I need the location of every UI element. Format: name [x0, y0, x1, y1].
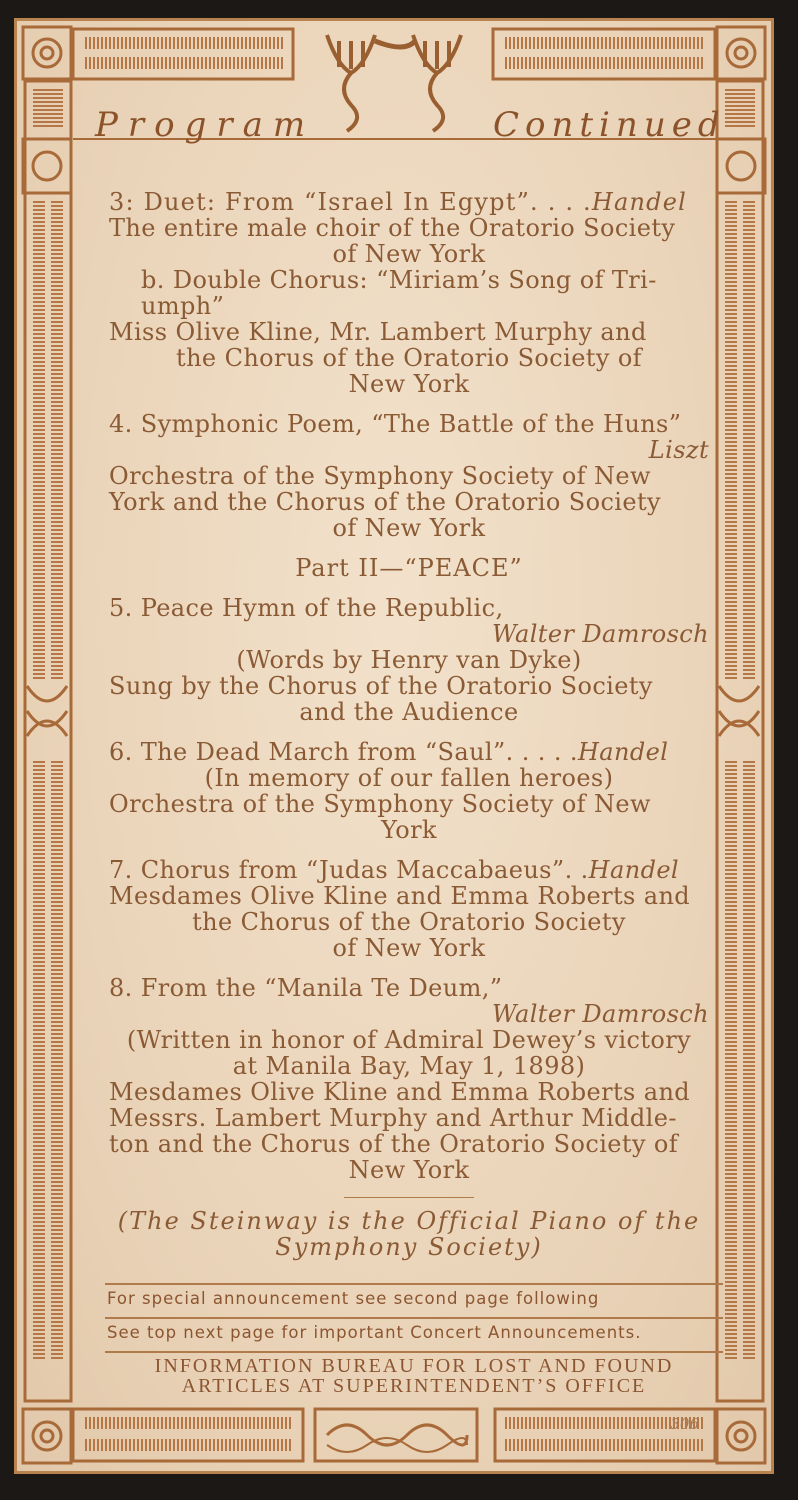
composer: Walter Damrosch — [492, 620, 709, 648]
composer: Liszt — [648, 436, 709, 464]
top-left-band — [73, 29, 293, 79]
info-bureau-line1: INFORMATION BUREAU FOR LOST AND FOUND — [154, 1355, 674, 1377]
divider — [344, 1197, 474, 1198]
item-3: 3: Duet: From “Israel In Egypt”. . . .Handel The entire male choir of the Oratorio Society of New York b. Double Chorus: “Miriam’s Song of Tri- umph” Miss Olive Kline, Mr. Lambert Murphy and the Chorus of the Oratorio Society of New York — [109, 188, 687, 398]
lyre-icon — [327, 35, 461, 131]
header-continued: Continued — [493, 105, 726, 145]
top-right-band — [493, 29, 715, 79]
header-program: Program — [95, 105, 316, 145]
item-6: 6. The Dead March from “Saul”. . . . .Handel (In memory of our fallen heroes) Orchestra of the Symphony Society of New York — [109, 738, 669, 844]
item-5: 5. Peace Hymn of the Republic, Walter Damrosch (Words by Henry van Dyke) Sung by the Chorus of the Oratorio Society and the Audience — [109, 594, 709, 726]
composer: Handel — [588, 856, 680, 884]
item-4: 4. Symphonic Poem, “The Battle of the Huns” Liszt Orchestra of the Symphony Society of New York and the Chorus of the Oratorio Society of New York — [109, 410, 709, 542]
part-heading: Part II—“PEACE” — [295, 554, 523, 582]
item-8: 8. From the “Manila Te Deum,” Walter Damrosch (Written in honor of Admiral Dewey’s victory at Manila Bay, May 1, 1898) Mesdames Olive Kline and Emma Roberts and Messrs. Lambert Murphy and Arthur Middle- ton and the Chorus of the Oratorio Society of New York — [109, 974, 709, 1184]
footer-rule — [105, 1283, 723, 1285]
concert-announcements: See top next page for important Concert Announcements. — [107, 1323, 642, 1342]
composer: Handel — [577, 738, 669, 766]
composer: Handel — [591, 188, 687, 216]
steinway-note: (The Steinway is the Official Piano of the — [117, 1207, 701, 1235]
bottom-center-ornament — [315, 1409, 477, 1461]
program-page — [14, 18, 774, 1474]
item-7: 7. Chorus from “Judas Maccabaeus”. .Handel Mesdames Olive Kline and Emma Roberts and the Chorus of the Oratorio Society of New York — [109, 856, 691, 962]
special-announcement: For special announcement see second page following — [107, 1289, 600, 1308]
composer: Walter Damrosch — [492, 1000, 709, 1028]
page-mark: 306 — [670, 1415, 699, 1433]
program-list: 3: Duet: From “Israel In Egypt”. . . .Handel The entire male choir of the Oratorio Society of New York b. Double Chorus: “Miriam’s Song of Tri- umph” Miss Olive Kline, Mr. Lambert Murphy and the Chorus of the Oratorio Society of New York 4. Symphonic Poem, “The Battle of the Huns” Liszt Orchestra of the Symphony Society of New York and the Chorus of the Oratorio Society of New York Part II—“PEACE” 5. Peace Hymn of the Republic, Walter Damrosch (Words by Henry van Dyke) Sung by the Chorus of the Oratorio Society and the Audience 6. The Dead March from “Saul”. . . . .Handel (In memory of our fallen heroes) Orchestra of the Symphony Society of New York 7. Chorus from “Judas Maccabaeus”. .Handel Mesdames Olive Kline and Emma Roberts and the Chorus of the Oratorio Society of New York 8. From the “Manila Te Deum,” Walter Damrosch (Written in honor of Admiral Dewey’s victory at Manila Bay, May 1, 1898) Mesdames Olive Kline and Emma Roberts and Messrs. Lambert Murphy and Arthur Middle- ton and the Chorus of the Oratorio Society of New York (The Steinway is the Official Piano of the Symphony Society) — [109, 188, 709, 1261]
info-bureau-line2: ARTICLES AT SUPERINTENDENT’S OFFICE — [181, 1375, 647, 1397]
